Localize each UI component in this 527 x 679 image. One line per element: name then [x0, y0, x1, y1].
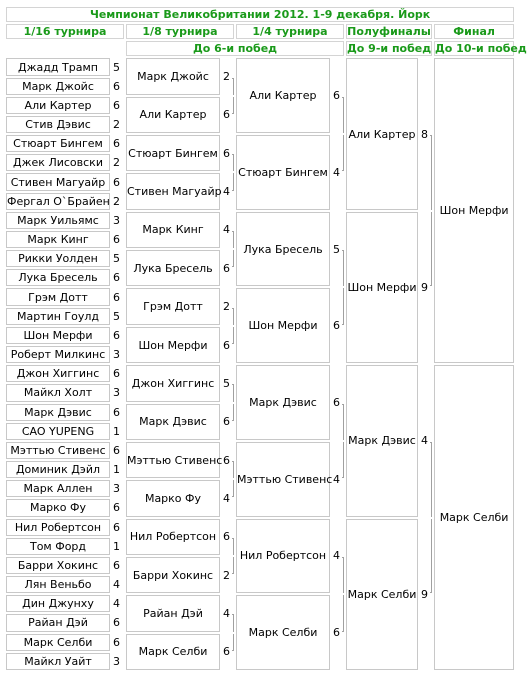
player-score: 3	[113, 386, 120, 400]
player-name: Джадд Трамп	[6, 58, 110, 75]
player-score: 8	[421, 127, 428, 141]
player-name: Роберт Милкинс	[6, 346, 110, 363]
connector	[232, 288, 234, 305]
tournament-bracket	[4, 5, 527, 672]
connector	[122, 557, 124, 574]
connector	[430, 519, 432, 594]
player-name: Барри Хокинс	[6, 557, 110, 574]
player-name: Лука Бресель	[6, 269, 110, 286]
format-label: До 9-и побед	[347, 42, 432, 56]
connector	[232, 97, 234, 114]
connector	[122, 461, 124, 478]
connector	[430, 58, 432, 133]
connector	[122, 519, 124, 536]
connector	[232, 499, 234, 516]
connector	[342, 365, 344, 401]
connector	[122, 653, 124, 670]
connector	[122, 116, 124, 133]
player-name: Марк Кинг	[6, 231, 110, 248]
connector	[342, 97, 344, 133]
connector	[232, 135, 234, 152]
format-blank	[6, 41, 124, 56]
round-header: Финал	[434, 24, 514, 39]
connector	[232, 173, 234, 190]
player-name: Али Картер	[126, 97, 220, 133]
player-score: 6	[113, 443, 120, 457]
player-score: 6	[223, 108, 230, 122]
connector	[122, 173, 124, 190]
connector	[342, 404, 344, 440]
connector	[232, 634, 234, 651]
player-name: Шон Мерфи	[236, 288, 330, 363]
connector	[232, 154, 234, 171]
connector	[342, 557, 344, 593]
player-score: 6	[113, 616, 120, 630]
player-score: 6	[113, 79, 120, 93]
player-name: Марк Селби	[346, 519, 418, 670]
connector	[122, 97, 124, 114]
player-score: 3	[113, 213, 120, 227]
connector	[232, 519, 234, 536]
round-header: 1/8 турнира	[126, 24, 234, 39]
player-name: Стюарт Бингем	[6, 135, 110, 152]
player-name: Шон Мерфи	[6, 327, 110, 344]
player-score: 6	[223, 453, 230, 467]
player-score: 6	[223, 261, 230, 275]
player-score: 6	[223, 645, 230, 659]
player-score: 6	[333, 396, 340, 410]
player-name: Шон Мерфи	[126, 327, 220, 363]
player-score: 3	[113, 654, 120, 668]
connector	[122, 442, 124, 459]
round-header: 1/16 турнира	[6, 24, 124, 39]
connector	[342, 135, 344, 171]
connector	[122, 135, 124, 152]
player-name: Стюарт Бингем	[236, 135, 330, 210]
player-name: Марко Фу	[126, 480, 220, 516]
connector	[430, 135, 432, 210]
player-score: 4	[113, 597, 120, 611]
player-score: 5	[113, 252, 120, 266]
player-score: 4	[223, 491, 230, 505]
connector	[232, 269, 234, 286]
player-name: Марк Кинг	[126, 212, 220, 248]
player-name: Фергал О`Брайен	[6, 193, 110, 210]
player-name: Шон Мерфи	[434, 58, 514, 363]
connector	[122, 346, 124, 363]
player-score: 3	[113, 348, 120, 362]
player-score: 6	[113, 558, 120, 572]
player-name: Шон Мерфи	[346, 212, 418, 363]
player-name: Марк Селби	[434, 365, 514, 670]
connector	[232, 231, 234, 248]
player-score: 6	[113, 328, 120, 342]
player-name: Марк Джойс	[126, 58, 220, 94]
player-score: 6	[113, 233, 120, 247]
bracket-row	[6, 365, 514, 382]
connector	[122, 365, 124, 382]
connector	[342, 442, 344, 478]
player-score: 9	[421, 280, 428, 294]
connector	[232, 327, 234, 344]
connector	[232, 346, 234, 363]
player-name: Марко Фу	[6, 499, 110, 516]
connector	[232, 557, 234, 574]
player-name: Майкл Уайт	[6, 653, 110, 670]
player-score: 5	[113, 309, 120, 323]
player-score: 2	[113, 118, 120, 132]
player-score: 1	[113, 424, 120, 438]
connector	[232, 595, 234, 612]
player-name: Марк Дэвис	[6, 404, 110, 421]
format-label: До 10-и побед	[435, 42, 527, 56]
connector	[232, 193, 234, 210]
player-score: 2	[113, 156, 120, 170]
player-name: Райан Дэй	[126, 595, 220, 631]
connector	[122, 634, 124, 651]
connector	[342, 327, 344, 363]
player-name: Марк Уильямс	[6, 212, 110, 229]
player-name: Майкл Холт	[6, 384, 110, 401]
player-score: 9	[421, 587, 428, 601]
player-name: Дин Джунху	[6, 595, 110, 612]
connector	[232, 308, 234, 325]
player-score: 6	[113, 501, 120, 515]
player-name: Мэттью Стивенс	[236, 442, 330, 517]
connector	[342, 58, 344, 94]
connector	[122, 231, 124, 248]
player-name: Марк Джойс	[6, 78, 110, 95]
connector	[122, 538, 124, 555]
connector	[342, 173, 344, 209]
player-score: 6	[333, 89, 340, 103]
player-score: 2	[223, 70, 230, 84]
player-score: 5	[113, 60, 120, 74]
connector	[232, 384, 234, 401]
connector	[232, 423, 234, 440]
player-name: Марк Дэвис	[346, 365, 418, 516]
connector	[232, 461, 234, 478]
connector	[122, 58, 124, 75]
connector	[232, 116, 234, 133]
connector	[122, 308, 124, 325]
format-row	[6, 41, 514, 56]
player-name: Доминик Дэйл	[6, 461, 110, 478]
player-name: Марк Аллен	[6, 480, 110, 497]
player-name: Джек Лисовски	[6, 154, 110, 171]
bracket-row	[6, 58, 514, 75]
player-score: 6	[223, 338, 230, 352]
connector	[232, 365, 234, 382]
connector	[232, 538, 234, 555]
connector	[342, 519, 344, 555]
connector	[122, 384, 124, 401]
player-score: 6	[113, 290, 120, 304]
connector	[430, 288, 432, 363]
player-name: Мэттью Стивенс	[6, 442, 110, 459]
player-name: Стивен Магуайр	[126, 173, 220, 209]
player-score: 2	[223, 568, 230, 582]
connector	[232, 480, 234, 497]
player-name: Марк Селби	[6, 634, 110, 651]
player-score: 4	[333, 549, 340, 563]
connector	[232, 614, 234, 631]
player-name: Али Картер	[6, 97, 110, 114]
connector	[342, 288, 344, 324]
connector	[122, 288, 124, 305]
player-score: 6	[113, 175, 120, 189]
player-name: Грэм Дотт	[6, 288, 110, 305]
player-score: 4	[333, 165, 340, 179]
player-name: Грэм Дотт	[126, 288, 220, 324]
player-score: 4	[223, 223, 230, 237]
connector	[232, 442, 234, 459]
player-score: 4	[113, 578, 120, 592]
connector	[122, 614, 124, 631]
player-score: 6	[113, 520, 120, 534]
connector	[430, 365, 432, 440]
connector	[342, 634, 344, 670]
title-row	[6, 7, 514, 22]
format-label: До 6-и побед	[126, 41, 344, 56]
player-score: 4	[333, 472, 340, 486]
connector	[122, 193, 124, 210]
connector	[122, 212, 124, 229]
player-name: Марк Дэвис	[126, 404, 220, 440]
connector	[122, 327, 124, 344]
player-score: 4	[421, 434, 428, 448]
connector	[122, 154, 124, 171]
player-name: Марк Дэвис	[236, 365, 330, 440]
player-score: 5	[333, 242, 340, 256]
player-score: 6	[333, 319, 340, 333]
player-name: Лука Бресель	[236, 212, 330, 287]
connector	[122, 576, 124, 593]
connector	[122, 423, 124, 440]
player-score: 1	[113, 463, 120, 477]
connector	[430, 595, 432, 670]
connector	[122, 250, 124, 267]
player-name: Али Картер	[236, 58, 330, 133]
connector	[342, 212, 344, 248]
player-name: Али Картер	[346, 58, 418, 209]
connector	[232, 58, 234, 75]
tournament-title: Чемпионат Великобритании 2012. 1-9 декабря. Йорк	[6, 7, 514, 22]
player-name: Джон Хиггинс	[126, 365, 220, 401]
connector	[342, 250, 344, 286]
player-name: Стив Дэвис	[6, 116, 110, 133]
player-score: 6	[113, 405, 120, 419]
connector	[342, 595, 344, 631]
connector	[232, 250, 234, 267]
connector	[430, 442, 432, 517]
player-score: 6	[333, 626, 340, 640]
player-score: 1	[113, 539, 120, 553]
player-name: Райан Дэй	[6, 614, 110, 631]
round-header: 1/4 турнира	[236, 24, 344, 39]
connector	[232, 212, 234, 229]
player-score: 2	[223, 300, 230, 314]
player-name: Лука Бресель	[126, 250, 220, 286]
player-name: Стивен Магуайр	[6, 173, 110, 190]
connector	[232, 576, 234, 593]
player-score: 4	[223, 606, 230, 620]
player-score: 6	[113, 635, 120, 649]
player-name: CAO YUPENG	[6, 423, 110, 440]
player-name: Лян Веньбо	[6, 576, 110, 593]
player-name: Марк Селби	[236, 595, 330, 670]
player-score: 6	[223, 415, 230, 429]
player-score: 3	[113, 482, 120, 496]
player-score: 6	[223, 530, 230, 544]
player-score: 6	[113, 98, 120, 112]
player-score: 6	[113, 137, 120, 151]
connector	[232, 653, 234, 670]
player-name: Том Форд	[6, 538, 110, 555]
round-header: Полуфиналы	[347, 25, 431, 39]
connector	[122, 480, 124, 497]
connector	[122, 269, 124, 286]
connector	[122, 78, 124, 95]
connector	[122, 499, 124, 516]
connector	[232, 404, 234, 421]
connector	[122, 404, 124, 421]
player-name: Нил Робертсон	[236, 519, 330, 594]
player-name: Барри Хокинс	[126, 557, 220, 593]
player-name: Стюарт Бингем	[126, 135, 220, 171]
player-name: Рикки Уолден	[6, 250, 110, 267]
round-header-row	[6, 24, 514, 39]
player-score: 4	[223, 185, 230, 199]
player-name: Мартин Гоулд	[6, 308, 110, 325]
player-name: Мэттью Стивенс	[126, 442, 220, 478]
player-name: Марк Селби	[126, 634, 220, 670]
connector	[232, 78, 234, 95]
player-name: Джон Хиггинс	[6, 365, 110, 382]
player-name: Нил Робертсон	[6, 519, 110, 536]
connector	[430, 212, 432, 287]
player-score: 6	[113, 367, 120, 381]
connector	[342, 480, 344, 516]
player-score: 6	[113, 271, 120, 285]
connector	[122, 595, 124, 612]
player-score: 2	[113, 194, 120, 208]
player-score: 6	[223, 146, 230, 160]
player-score: 5	[223, 376, 230, 390]
player-name: Нил Робертсон	[126, 519, 220, 555]
